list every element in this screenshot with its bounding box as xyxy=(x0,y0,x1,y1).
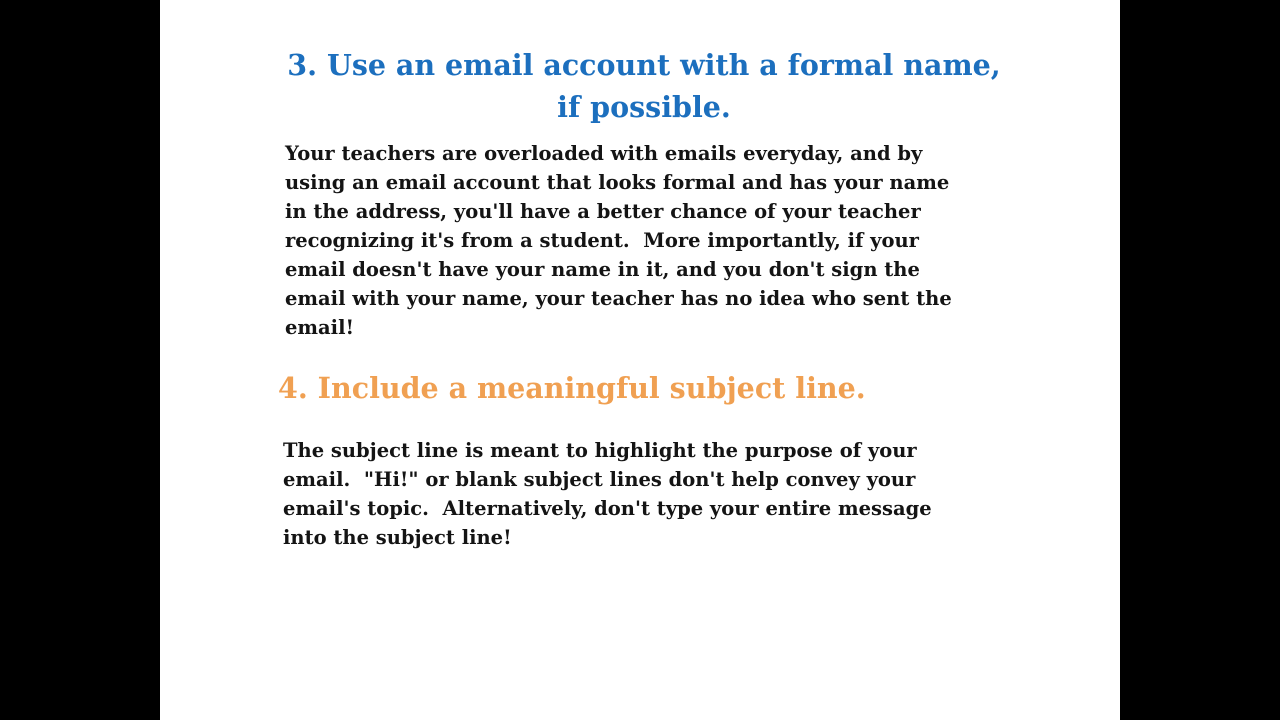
section-3-body-line: email! xyxy=(285,316,355,339)
section-4-body-line: email's topic. Alternatively, don't type your entire message xyxy=(283,497,932,520)
section-3-body-line: recognizing it's from a student. More importantly, if your xyxy=(285,229,919,252)
section-4-body-line: The subject line is meant to highlight the purpose of your xyxy=(283,439,917,462)
section-3-body-line: Your teachers are overloaded with emails everyday, and by xyxy=(285,142,923,165)
slide xyxy=(160,0,1120,720)
section-4-heading-line-1: 4. Include a meaningful subject line. xyxy=(278,371,866,405)
section-3-heading-line-1: 3. Use an email account with a formal name, xyxy=(287,48,1001,82)
section-3-body-line: email with your name, your teacher has no idea who sent the xyxy=(285,287,952,310)
section-3-body xyxy=(285,139,1025,342)
section-3-heading-line-2: if possible. xyxy=(557,90,731,124)
section-4-body-line: email. "Hi!" or blank subject lines don't help convey your xyxy=(283,468,916,491)
section-3-heading xyxy=(160,44,1128,128)
section-4-body-line: into the subject line! xyxy=(283,526,512,549)
section-3-body-line: email doesn't have your name in it, and you don't sign the xyxy=(285,258,920,281)
section-3-body-line: using an email account that looks formal and has your name xyxy=(285,171,950,194)
section-4-body xyxy=(283,436,1023,552)
section-3-body-line: in the address, you'll have a better chance of your teacher xyxy=(285,200,921,223)
section-4-heading xyxy=(278,367,866,409)
